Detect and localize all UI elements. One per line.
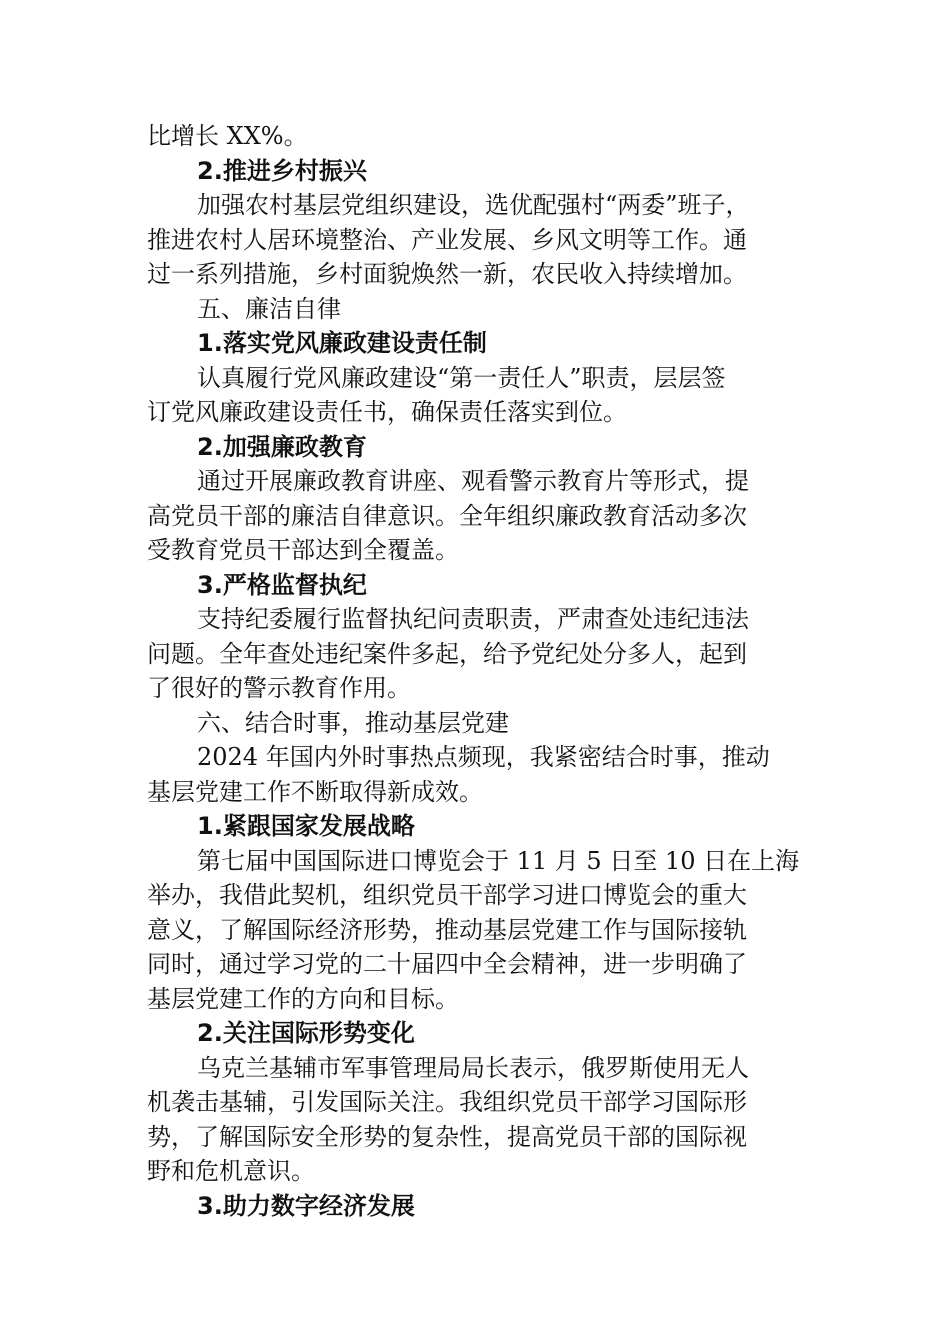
text-line: 势，了解国际安全形势的复杂性，提高党员干部的国际视: [147, 1122, 747, 1151]
subheading: 1.落实党风廉政建设责任制: [197, 329, 487, 357]
subheading: 3.助力数字经济发展: [197, 1191, 415, 1220]
text-line: 野和危机意识。: [147, 1157, 315, 1185]
paragraph-first-line: 2024 年国内外时事热点频现，我紧密结合时事，推动: [197, 743, 770, 771]
paragraph-first-line: 通过开展廉政教育讲座、观看警示教育片等形式，提: [197, 467, 749, 495]
section-heading: 五、廉洁自律: [197, 294, 341, 323]
text-line: 高党员干部的廉洁自律意识。全年组织廉政教育活动多次: [147, 501, 747, 530]
text-line: 同时，通过学习党的二十届四中全会精神，进一步明确了: [147, 950, 747, 978]
text-line: 过一系列措施，乡村面貌焕然一新，农民收入持续增加。: [147, 260, 747, 288]
subheading: 2.加强廉政教育: [197, 432, 367, 461]
text-line: 基层党建工作不断取得新成效。: [147, 777, 483, 806]
subheading: 2.关注国际形势变化: [197, 1019, 415, 1047]
text-line: 比增长 XX%。: [147, 122, 308, 150]
text-line: 基层党建工作的方向和目标。: [147, 984, 459, 1013]
text-line: 机袭击基辅，引发国际关注。我组织党员干部学习国际形: [147, 1088, 747, 1116]
paragraph-first-line: 乌克兰基辅市军事管理局局长表示，俄罗斯使用无人: [197, 1053, 749, 1082]
subheading: 3.严格监督执纪: [197, 570, 367, 599]
paragraph-first-line: 支持纪委履行监督执纪问责职责，严肃查处违纪违法: [197, 605, 749, 633]
text-line: 了很好的警示教育作用。: [147, 674, 411, 702]
text-line: 受教育党员干部达到全覆盖。: [147, 536, 459, 564]
subheading: 2.推进乡村振兴: [197, 156, 367, 185]
text-line: 订党风廉政建设责任书，确保责任落实到位。: [147, 398, 627, 426]
text-line: 意义，了解国际经济形势，推动基层党建工作与国际接轨: [147, 915, 747, 944]
text-line: 问题。全年查处违纪案件多起，给予党纪处分多人，起到: [147, 639, 747, 668]
text-line: 举办，我借此契机，组织党员干部学习进口博览会的重大: [147, 881, 747, 909]
text-line: 推进农村人居环境整治、产业发展、乡风文明等工作。通: [147, 225, 747, 254]
document-body: [147, 119, 807, 1223]
section-heading: 六、结合时事，推动基层党建: [197, 708, 509, 737]
paragraph-first-line: 第七届中国国际进口博览会于 11 月 5 日至 10 日在上海: [197, 846, 800, 875]
subheading: 1.紧跟国家发展战略: [197, 812, 415, 840]
paragraph-first-line: 认真履行党风廉政建设“第一责任人”职责，层层签: [197, 363, 726, 392]
paragraph-first-line: 加强农村基层党组织建设，选优配强村“两委”班子，: [197, 191, 750, 219]
